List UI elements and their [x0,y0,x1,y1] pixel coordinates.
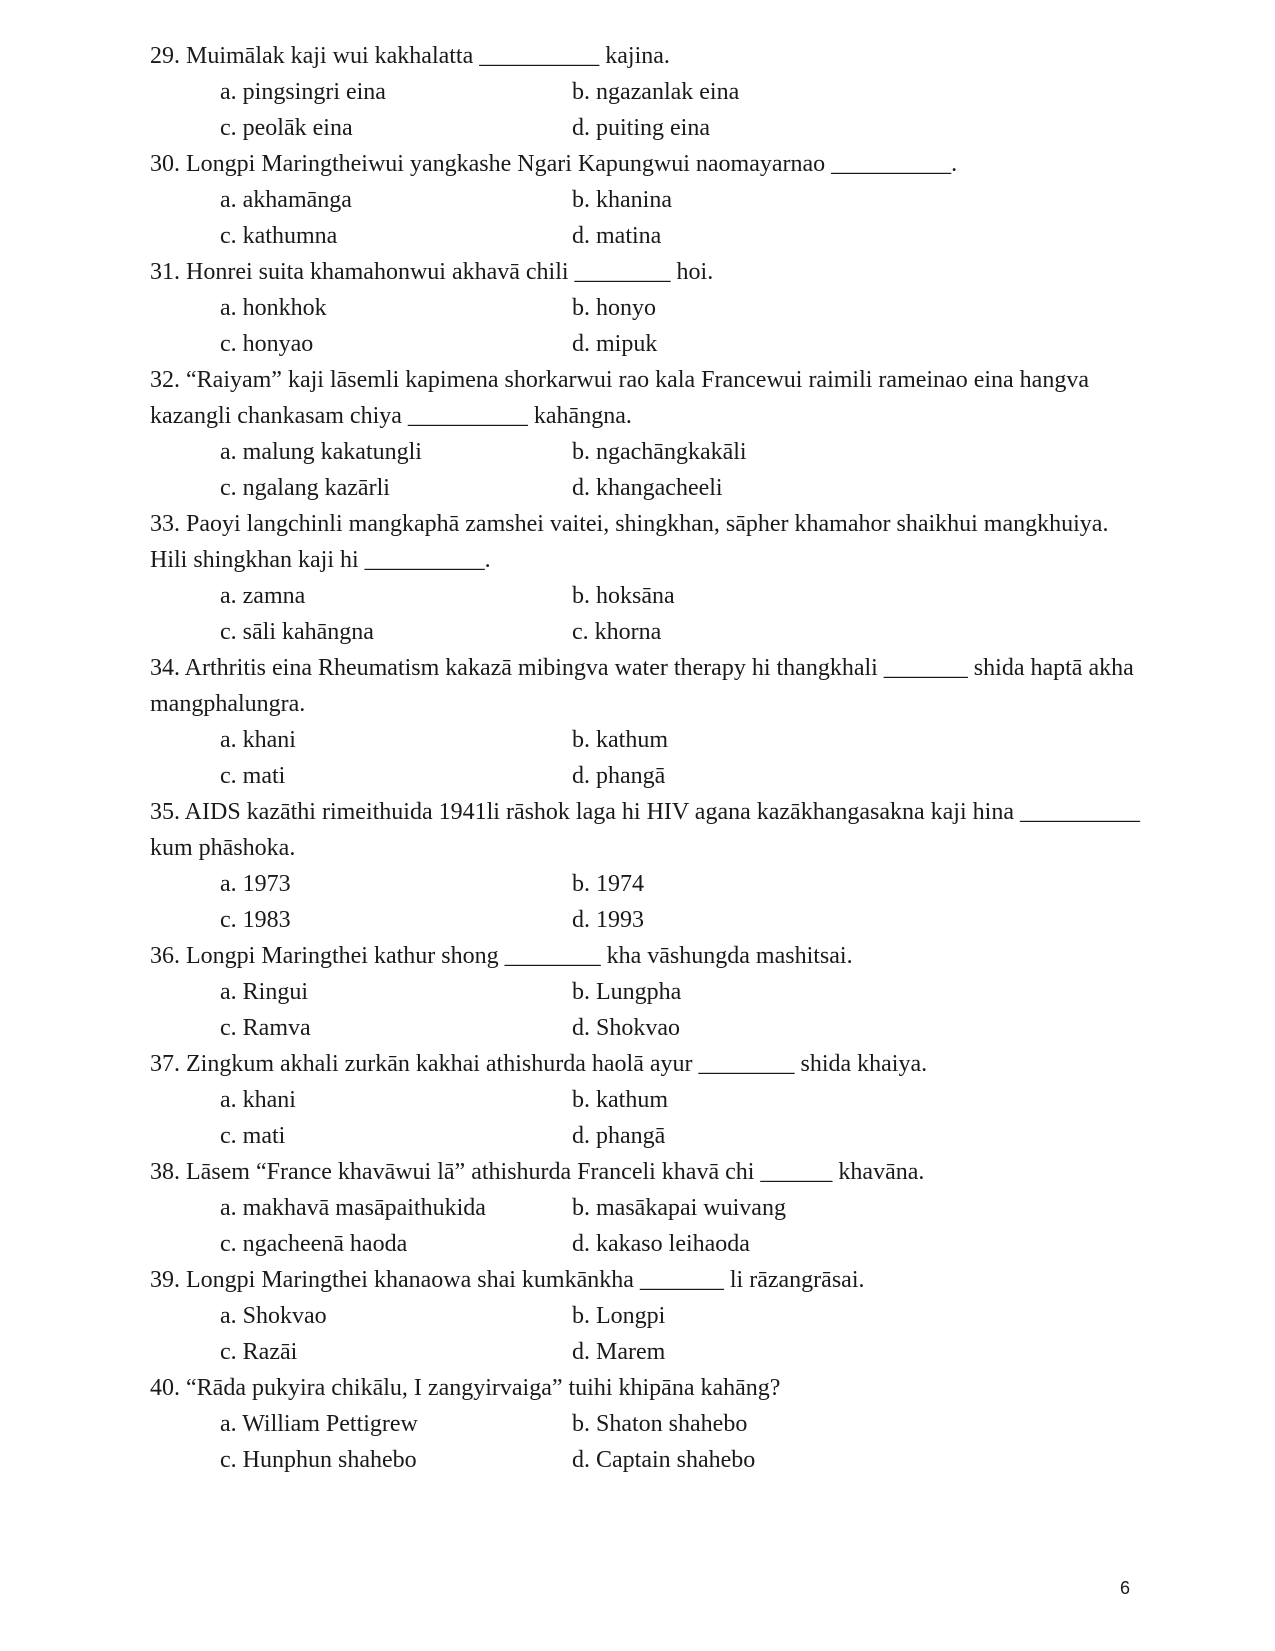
question-stem: 35. AIDS kazāthi rimeithuida 1941li rāshok laga hi HIV agana kazākhangasakna kaji hina __________ kum phāshoka. [150,799,1146,861]
answer-option: d. matina [572,223,662,249]
answer-option: a. honkhok [220,295,327,321]
answer-option: d. phangā [572,763,666,789]
answer-option: c. Razāi [220,1339,298,1365]
answer-option: c. sāli kahāngna [220,619,374,645]
option-row [150,722,1140,758]
question-block [150,650,1140,794]
question-block [150,1154,1140,1262]
question-list [150,38,1146,1478]
question-stem: 31. Honrei suita khamahonwui akhavā chili ________ hoi. [150,259,714,285]
answer-option: b. Longpi [572,1303,666,1329]
question-stem: 40. “Rāda pukyira chikālu, I zangyirvaiga” tuihi khipāna kahāng? [150,1375,781,1401]
question-block [150,1262,1140,1370]
question-stem: 32. “Raiyam” kaji lāsemli kapimena shorkarwui rao kala Francewui raimili rameinao eina hangva kazangli chankasam chiya __________ kahāngna. [150,367,1095,429]
question-stem: 38. Lāsem “France khavāwui lā” athishurda Franceli khavā chi ______ khavāna. [150,1159,925,1185]
question-stem: 37. Zingkum akhali zurkān kakhai athishurda haolā ayur ________ shida khaiya. [150,1051,928,1077]
answer-option: d. phangā [572,1123,666,1149]
answer-option: a. makhavā masāpaithukida [220,1195,486,1221]
option-row [150,1406,1140,1442]
option-row [150,434,1140,470]
option-row [150,74,1140,110]
option-row [150,290,1140,326]
option-row [150,1010,1140,1046]
question-block [150,506,1140,650]
question-stem: 34. Arthritis eina Rheumatism kakazā mibingva water therapy hi thangkhali _______ shida haptā akha mangphalungra. [150,655,1140,717]
question-stem: 29. Muimālak kaji wui kakhalatta __________ kajina. [150,43,670,69]
answer-option: d. puiting eina [572,115,710,141]
question-block [150,146,1140,254]
answer-option: b. Shaton shahebo [572,1411,748,1437]
question-block [150,38,1140,146]
option-row [150,1082,1140,1118]
answer-option: b. ngachāngkakāli [572,439,747,465]
answer-option: b. ngazanlak eina [572,79,740,105]
answer-option: c. khorna [572,619,662,645]
option-row [150,902,1140,938]
answer-option: c. ngalang kazārli [220,475,390,501]
answer-option: c. Hunphun shahebo [220,1447,417,1473]
option-row [150,470,1140,506]
option-row [150,974,1140,1010]
option-row [150,1190,1140,1226]
answer-option: d. mipuk [572,331,658,357]
answer-option: a. khani [220,727,296,753]
answer-option: b. khanina [572,187,672,213]
answer-option: d. 1993 [572,907,644,933]
option-row [150,866,1140,902]
option-row [150,218,1140,254]
question-stem: 36. Longpi Maringthei kathur shong ________ kha vāshungda mashitsai. [150,943,853,969]
answer-option: c. honyao [220,331,314,357]
answer-option: c. Ramva [220,1015,311,1041]
answer-option: c. 1983 [220,907,291,933]
answer-option: b. kathum [572,727,668,753]
option-row [150,1442,1140,1478]
option-row [150,182,1140,218]
question-stem: 39. Longpi Maringthei khanaowa shai kumkānkha _______ li rāzangrāsai. [150,1267,865,1293]
page-number: 6 [1120,1578,1131,1598]
option-row [150,758,1140,794]
answer-option: a. malung kakatungli [220,439,422,465]
answer-option: c. peolāk eina [220,115,353,141]
answer-option: a. zamna [220,583,306,609]
answer-option: a. akhamānga [220,187,352,213]
question-block [150,254,1140,362]
answer-option: a. 1973 [220,871,291,897]
answer-option: b. kathum [572,1087,668,1113]
option-row [150,1118,1140,1154]
question-block [150,794,1146,938]
question-block [150,1370,1140,1478]
option-row [150,1298,1140,1334]
answer-option: c. mati [220,1123,286,1149]
question-stem: 33. Paoyi langchinli mangkaphā zamshei vaitei, shingkhan, sāpher khamahor shaikhui mangkhuiya. Hili shingkhan kaji hi __________. [150,511,1115,573]
answer-option: a. pingsingri eina [220,79,386,105]
option-row [150,1226,1140,1262]
answer-option: b. masākapai wuivang [572,1195,786,1221]
answer-option: b. hoksāna [572,583,675,609]
answer-option: b. Lungpha [572,979,682,1005]
answer-option: b. honyo [572,295,656,321]
answer-option: a. Ringui [220,979,308,1005]
option-row [150,110,1140,146]
answer-option: a. Shokvao [220,1303,327,1329]
answer-option: d. kakaso leihaoda [572,1231,750,1257]
answer-option: c. kathumna [220,223,338,249]
answer-option: b. 1974 [572,871,644,897]
question-block [150,362,1140,506]
option-row [150,1334,1140,1370]
answer-option: c. ngacheenā haoda [220,1231,408,1257]
question-block [150,1046,1140,1154]
option-row [150,326,1140,362]
answer-option: d. Shokvao [572,1015,680,1041]
answer-option: a. khani [220,1087,296,1113]
answer-option: d. khangacheeli [572,475,723,501]
option-row [150,578,1140,614]
question-stem: 30. Longpi Maringtheiwui yangkashe Ngari Kapungwui naomayarnao __________. [150,151,958,177]
answer-option: c. mati [220,763,286,789]
option-row [150,614,1140,650]
question-block [150,938,1140,1046]
answer-option: d. Captain shahebo [572,1447,756,1473]
answer-option: a. William Pettigrew [220,1411,418,1437]
answer-option: d. Marem [572,1339,666,1365]
